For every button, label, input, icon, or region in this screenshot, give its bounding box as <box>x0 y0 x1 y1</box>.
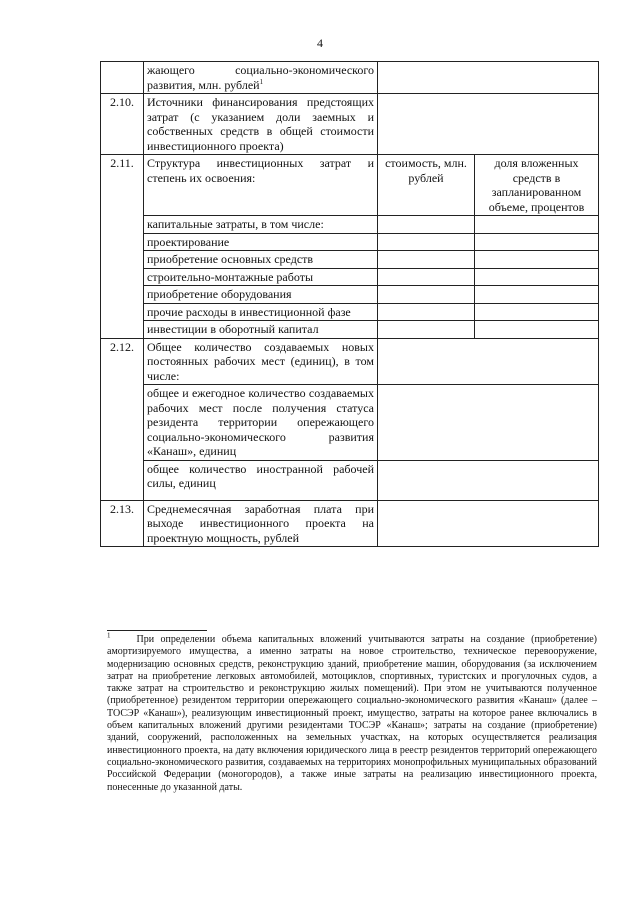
cost-item: инвестиции в оборотный капитал <box>144 321 378 339</box>
row-label: Среднемесячная заработная плата при выходе инвестиционного проекта на проектную мощность, рублей <box>144 500 378 547</box>
footnote-divider <box>107 630 207 631</box>
cost-item: строительно-монтажные работы <box>144 268 378 286</box>
sub-item: общее и ежегодное количество создаваемых рабочих мест после получения статуса резидента территории опережающего социально-экономического развития «Канаш», единиц <box>144 385 378 461</box>
table-row <box>101 338 599 385</box>
investment-project-table <box>100 61 599 547</box>
table-row <box>101 286 599 304</box>
table-row <box>101 216 599 234</box>
column-header-share: доля вложенных средств в запланированном объеме, процентов <box>475 155 599 216</box>
sub-item: общее количество иностранной рабочей силы, единиц <box>144 460 378 500</box>
table-row <box>101 460 599 500</box>
cost-item: приобретение основных средств <box>144 251 378 269</box>
cost-item: прочие расходы в инвестиционной фазе <box>144 303 378 321</box>
row-number: 2.13. <box>101 500 144 547</box>
cost-item: проектирование <box>144 233 378 251</box>
cost-item: капитальные затраты, в том числе: <box>144 216 378 234</box>
row-number: 2.11. <box>101 155 144 339</box>
row-label: Источники финансирования предстоящих затрат (с указанием доли заемных и собственных средств в общей стоимости инвестиционного проекта) <box>144 94 378 155</box>
footnote-mark: 1 <box>107 631 111 640</box>
row-continuation-text: жающего социально-экономического развития, млн. рублей <box>147 63 374 92</box>
table-row <box>101 268 599 286</box>
table-row <box>101 385 599 461</box>
table-row <box>101 155 599 216</box>
table-row <box>101 303 599 321</box>
table-row <box>101 321 599 339</box>
table-row <box>101 62 599 94</box>
table-row <box>101 500 599 547</box>
row-label: Общее количество создаваемых новых постоянных рабочих мест (единиц), в том числе: <box>144 338 378 385</box>
row-number: 2.12. <box>101 338 144 500</box>
page-number: 4 <box>317 36 323 50</box>
footnote <box>107 631 598 794</box>
row-label: Структура инвестиционных затрат и степень их освоения: <box>144 155 378 216</box>
column-header-cost: стоимость, млн. рублей <box>378 155 475 216</box>
row-number: 2.10. <box>101 94 144 155</box>
table-row <box>101 251 599 269</box>
footnote-reference: 1 <box>259 77 264 86</box>
footnote-text: При определении объема капитальных вложений учитываются затраты на создание (приобретение) амортизируемого имущества, а именно затраты на новое строительство, техническое перевооружение, модернизацию основных средств, реконструкцию зданий, приобретение машин, оборудования (за исключением затрат на приобретение легковых автомобилей, мотоциклов, спортивных, туристских и прогулочных судов, а также затрат на строительство и реконструкцию жилых помещений). При этом не учитываются полученное (приобретенное) резидентом территории опережающего социально-экономического развития «Канаш» (далее – ТОСЭР «Канаш»), реализующим инвестиционный проект, имущество, затраты на которое ранее включались в объем капитальных вложений другими резидентами ТОСЭР «Канаш»; затраты на создание (приобретение) зданий, сооружений, расположенных на земельных участках, на которых осуществляется реализация инвестиционного проекта, на дату включения юридического лица в реестр резидентов территорий опережающего социально-экономического развития, создаваемых на территориях монопрофильных муниципальных образований Российской Федерации (моногородов), а также иные затраты на реализацию инвестиционного проекта, понесенные до указанной даты. <box>107 634 598 793</box>
table-row <box>101 233 599 251</box>
table-row <box>101 94 599 155</box>
cost-item: приобретение оборудования <box>144 286 378 304</box>
